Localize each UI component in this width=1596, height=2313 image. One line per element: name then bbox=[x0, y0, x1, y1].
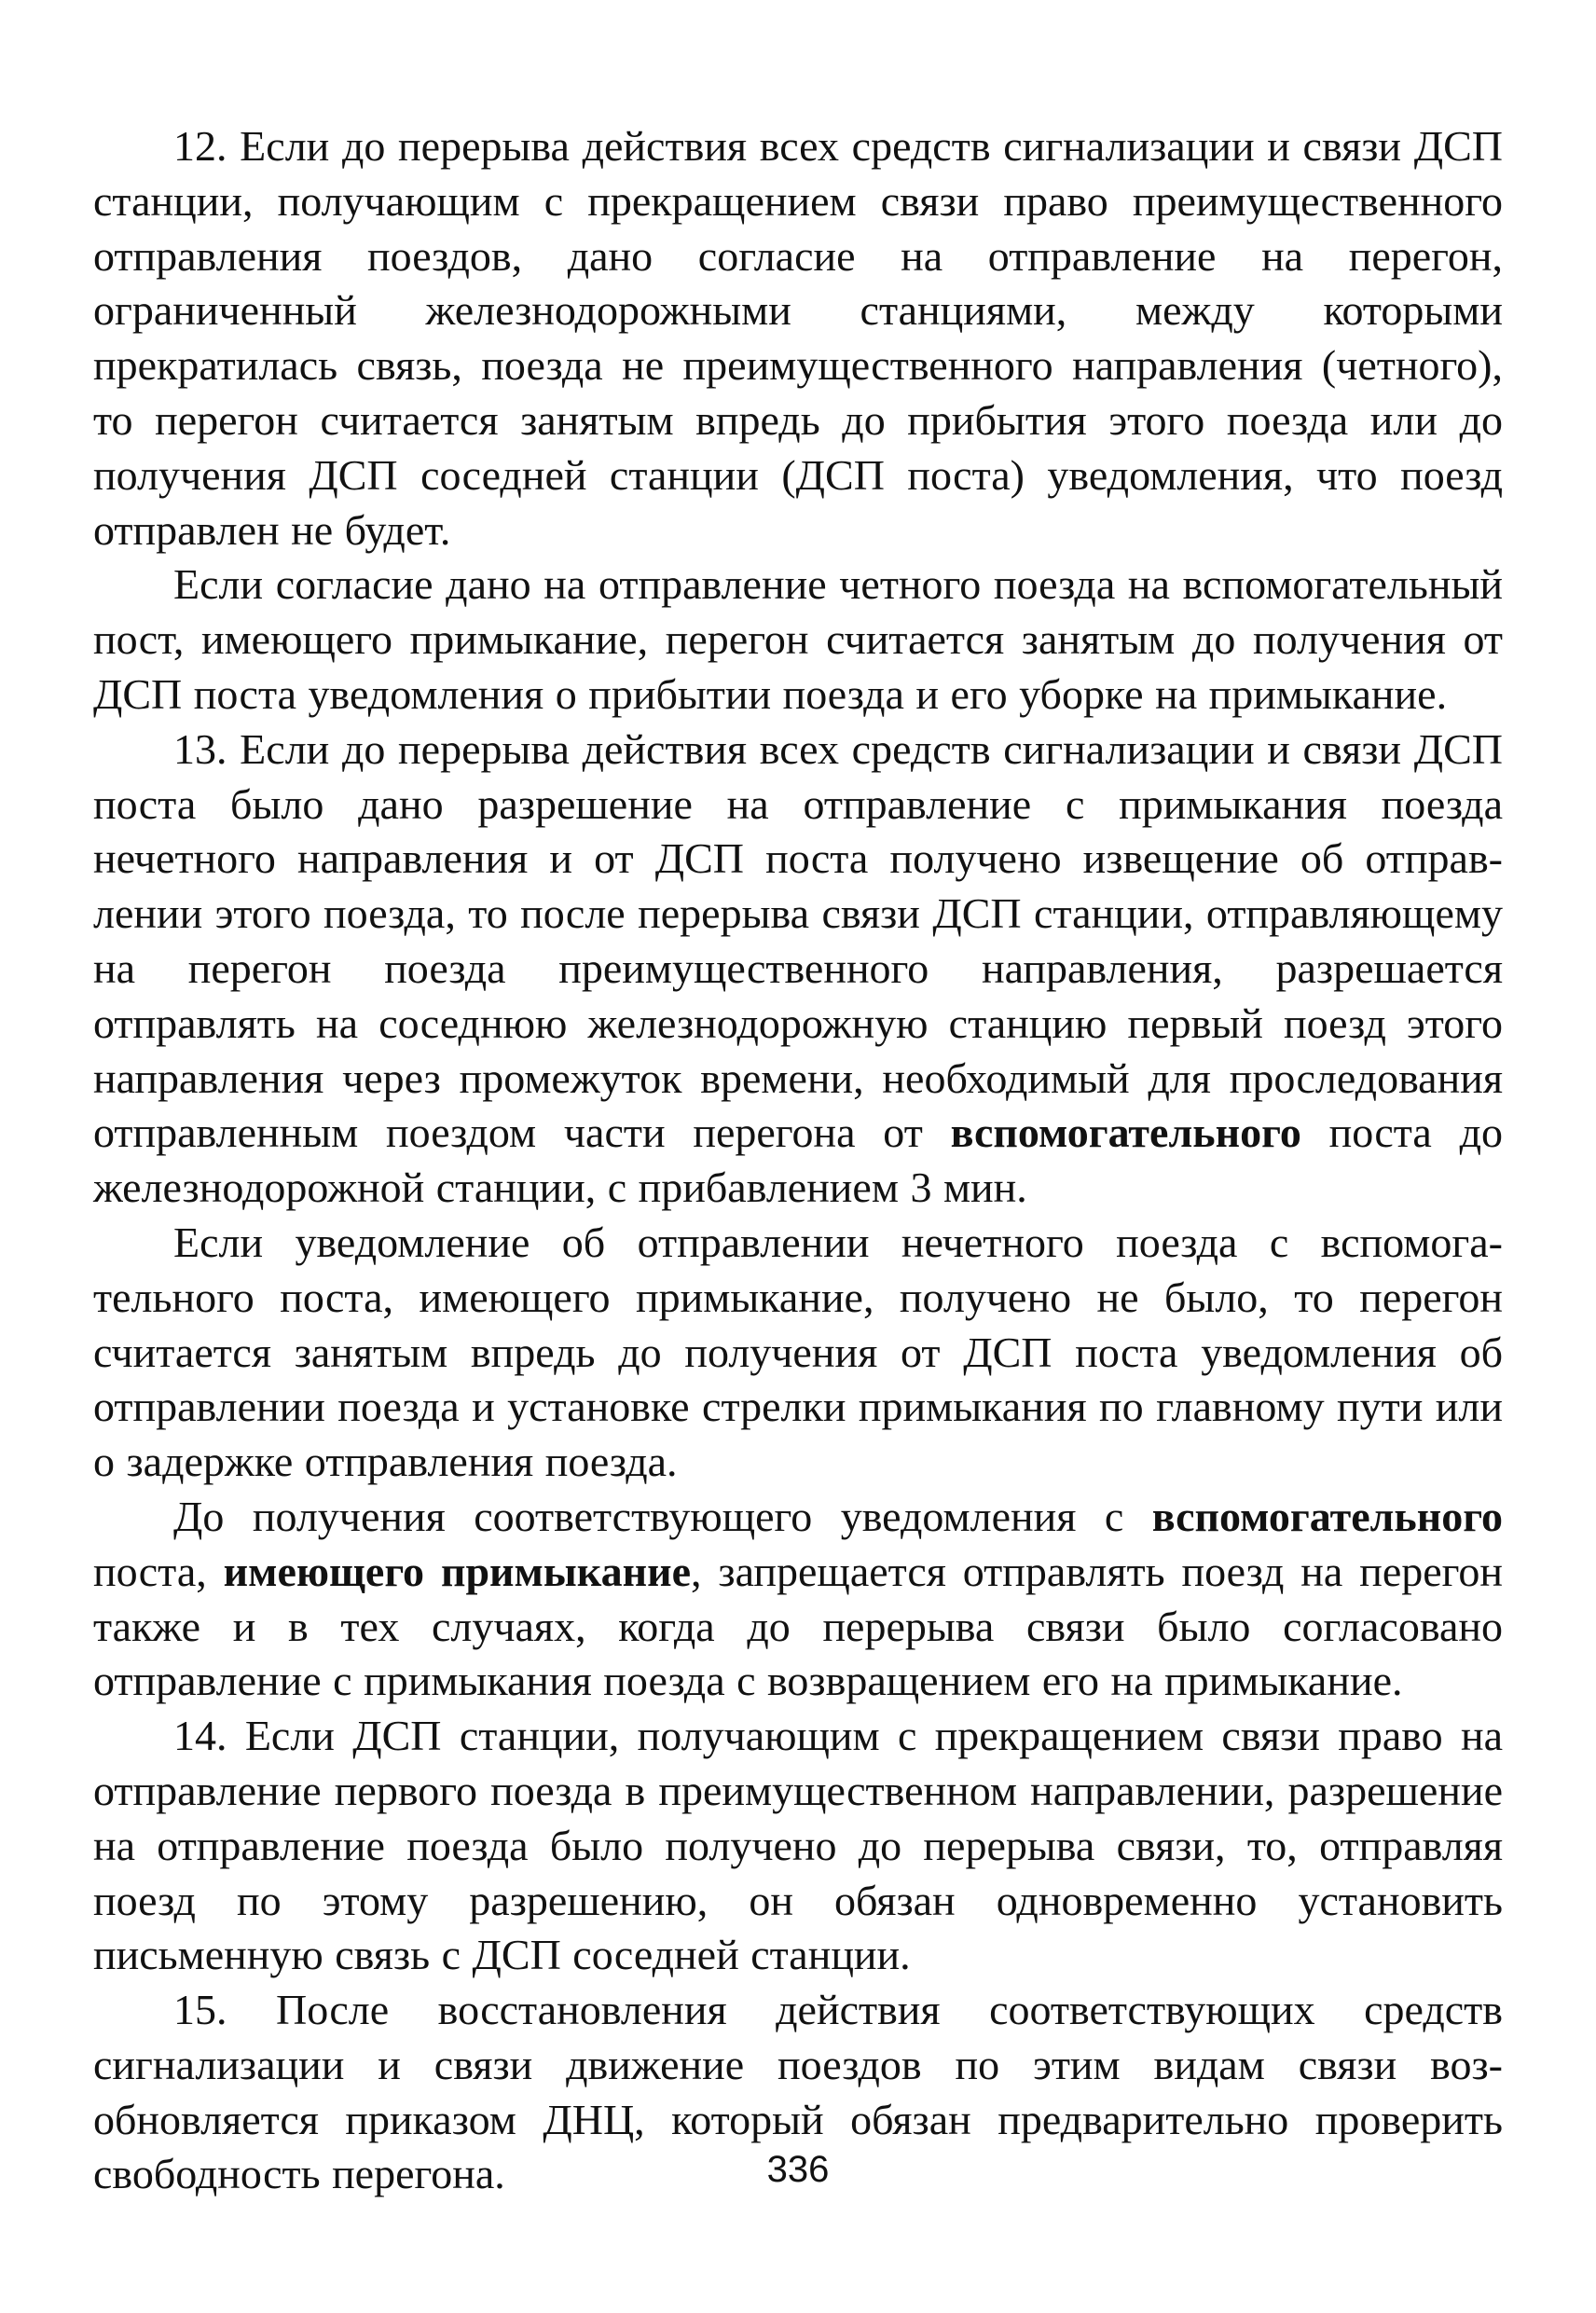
text-segment: До получения соответствующего уведомления с bbox=[173, 1492, 1152, 1540]
text-segment: поста, bbox=[93, 1547, 224, 1595]
text-segment: поста до железнодорожной станции, с прибавлением 3 мин. bbox=[93, 1108, 1503, 1212]
page-number: 336 bbox=[766, 2149, 830, 2190]
text-segment: 14. Если ДСП станции, получающим с прекращением связи право на отправление первого поезда в преимущественном направлении, разрешение на отправление поезда было получено до перерыва связи, то, отправляя поезд по этому разрешению, он обязан одновременно установить письменную связь с ДСП соседней станции. bbox=[93, 1712, 1503, 1979]
paragraph-p13 bbox=[93, 723, 1503, 1216]
text-segment: 12. Если до перерыва действия всех средств сигнализации и связи ДСП станции, получающим с прекращением связи право преимущественного отправления поездов, дано согласие на отправление на перегон, ограниченный железнодорожными станциями, между которыми прекратилась связь, поезда не преимущественного направления (четного), то перегон считается занятым впредь до прибытия этого поезда или до получения ДСП соседней станции (ДСП поста) уведомления, что поезд отправлен не будет. bbox=[93, 122, 1503, 554]
paragraph-p13c bbox=[93, 1490, 1503, 1709]
text-segment: 13. Если до перерыва действия всех средств сигнализации и связи ДСП поста было дано разрешение на отправление с примыкания поезда нечетного направления и от ДСП поста получено извещение об отправлении этого поезда, то после перерыва связи ДСП станции, отправляющему на перегон поезда преимущественного направления, разрешается отправлять на соседнюю железнодорожную станцию первый поезд этого направления через промежуток времени, необходимый для проследования отправленным поездом части перегона от bbox=[93, 724, 1503, 1157]
paragraph-p13b bbox=[93, 1216, 1503, 1490]
bold-text: вспомогательного bbox=[950, 1108, 1301, 1157]
document-body bbox=[93, 119, 1503, 2202]
paragraph-p12 bbox=[93, 119, 1503, 558]
text-segment: 15. После восстановления действия соответствующих средств сигнализации и связи движение поездов по этим видам связи возобновляется приказом ДНЦ, который обязан предварительно проверить свободность перегона. bbox=[93, 1986, 1503, 2198]
text-segment: Если уведомление об отправлении нечетного поезда с вспомогательного поста, имеющего примыкание, получено не было, то перегон считается занятым впредь до получения от ДСП поста уведомления об отправлении поезда и установке стрелки примыкания по главному пути или о задержке отправления поезда. bbox=[93, 1218, 1503, 1486]
bold-text: имеющего примыкание bbox=[223, 1547, 692, 1595]
paragraph-p14 bbox=[93, 1709, 1503, 1983]
text-segment: Если согласие дано на отправление четного поезда на вспомогательный пост, имеющего примыкание, перегон считается занятым до получения от ДСП поста уведомления о прибытии поезда и его уборке на примыкание. bbox=[93, 560, 1503, 718]
bold-text: вспомогательного bbox=[1151, 1492, 1503, 1540]
text-segment: , запрещается отправлять поезд на перегон также и в тех случаях, когда до перерыва связи было согласовано отправление с примыкания поезда с возвращением его на примыкание. bbox=[93, 1547, 1503, 1705]
paragraph-p12b bbox=[93, 558, 1503, 722]
